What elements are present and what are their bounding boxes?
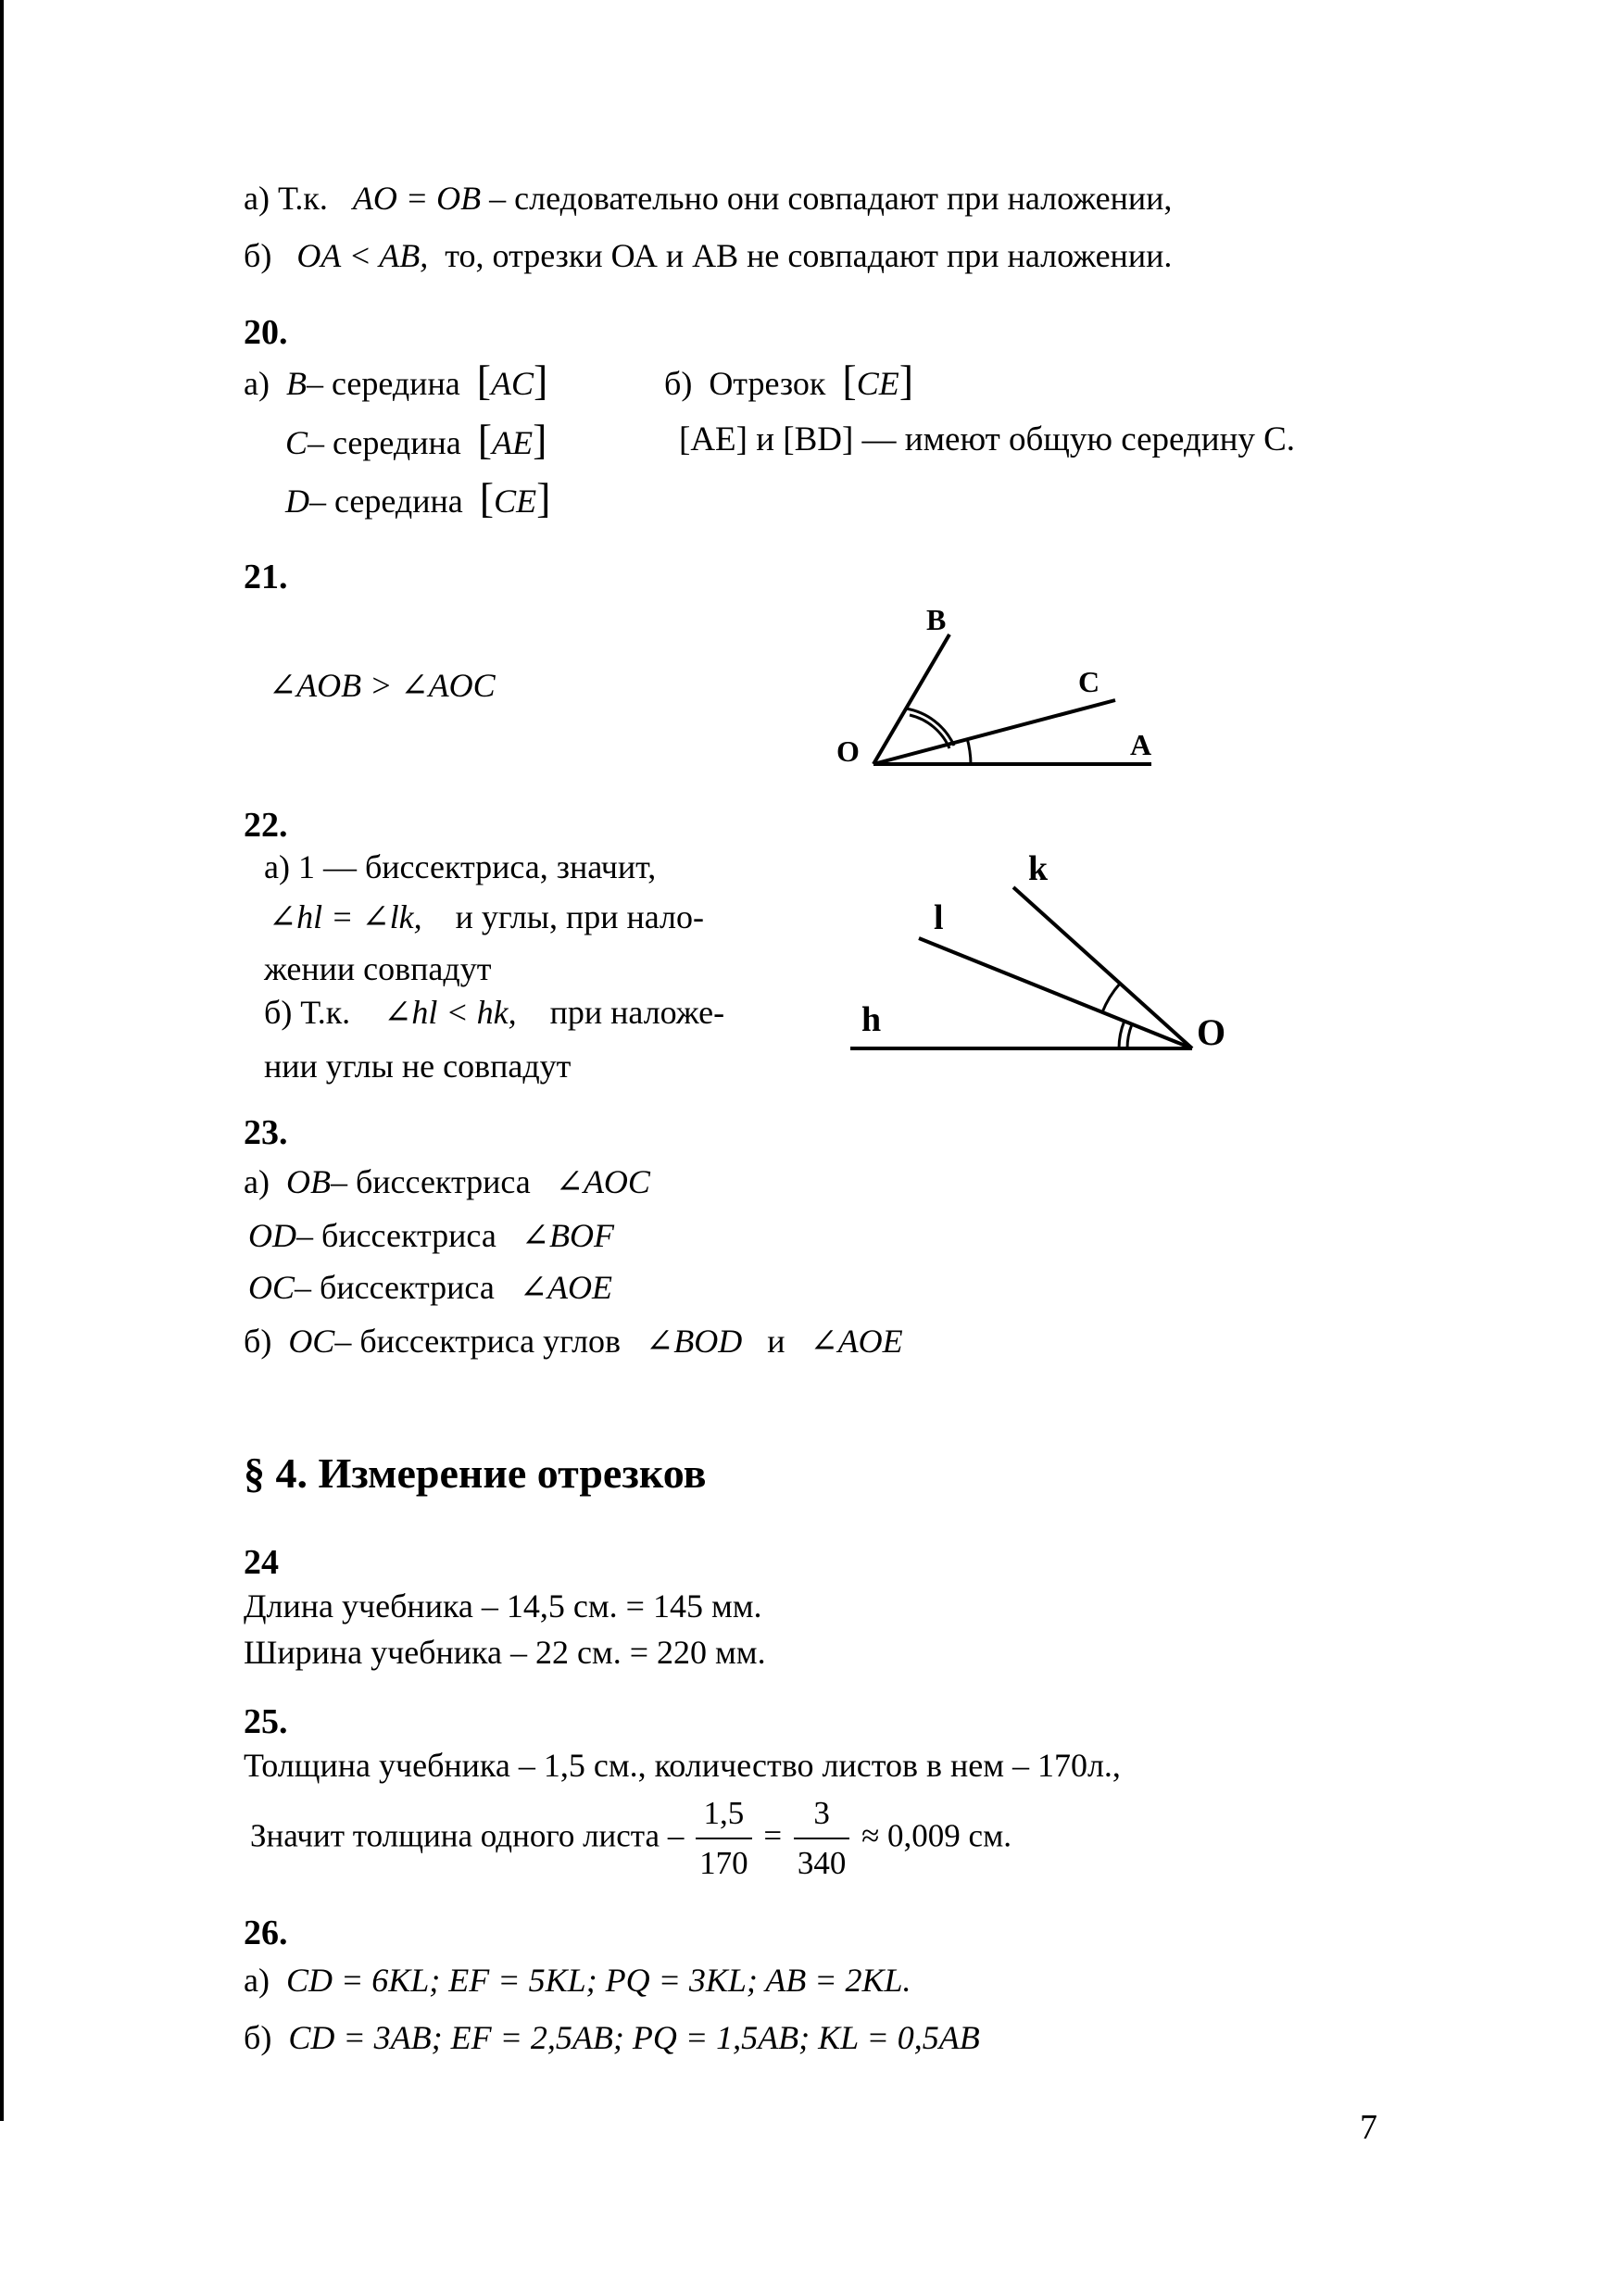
p25-frac2-denominator: 340 — [797, 1845, 847, 1882]
p25-line2 — [250, 1795, 1012, 1883]
p20-row3-seg: CE — [494, 483, 537, 520]
p23-line2-angle: ∠BOF — [521, 1217, 614, 1254]
p20-row2-bracket-open: [ — [477, 416, 493, 463]
p20-row3-bracket-close: ] — [536, 474, 551, 521]
p22-label-h: h — [861, 1000, 882, 1039]
p20-row3-bracket-open: [ — [479, 474, 495, 521]
p20-row2-word: – середина — [308, 424, 461, 461]
p22-angle-figure — [0, 0, 1621, 1130]
p25-frac2-numerator: 3 — [794, 1795, 850, 1839]
p25-frac1-denominator: 170 — [699, 1845, 748, 1882]
p23-line2-word: – биссектриса — [296, 1217, 496, 1254]
p22-label-o: O — [1197, 1011, 1226, 1053]
p23-line4-angle1: ∠BOD — [646, 1323, 743, 1360]
p20-row1-seg: AC — [491, 365, 534, 402]
p26-number: 26. — [244, 1913, 288, 1952]
p20-b-prefix: б) — [664, 365, 693, 402]
p20-row1-bracket-close: ] — [534, 357, 548, 404]
p25-line2-text: Значит толщина одного листа — [250, 1817, 660, 1854]
p23-line4 — [244, 1324, 903, 1358]
p24-number: 24 — [244, 1543, 279, 1582]
p23-line2 — [248, 1219, 614, 1252]
p20-b-text: [AE] и [BD] — имеют общую середину С. — [679, 420, 1296, 458]
p20-row3-word: – середина — [309, 483, 463, 520]
p26-a-formula: CD = 6KL; EF = 5KL; PQ = 3KL; AB = 2KL. — [285, 1962, 911, 1999]
p21-label-c: C — [1078, 665, 1100, 698]
p20-row2-bracket-close: ] — [533, 416, 547, 463]
p25-fraction-1 — [696, 1795, 752, 1883]
p26-b-formula: CD = 3AB; EF = 2,5AB; PQ = 1,5AB; KL = 0,5AB — [288, 2019, 980, 2056]
p22-line2-formula: ∠hl = ∠lk, — [269, 898, 422, 935]
p21-label-b: B — [926, 603, 947, 636]
p20-row2-seg: AE — [492, 424, 534, 461]
p21-formula: ∠AOB > ∠AOC — [269, 667, 496, 704]
p21-number: 21. — [244, 558, 288, 596]
section-title: § 4. Измерение отрезков — [244, 1449, 707, 1497]
p26-line-b — [244, 2021, 980, 2054]
p23-line1-word: – биссектриса — [330, 1163, 531, 1200]
p22-arc-hl-inner — [1127, 1024, 1132, 1048]
page-number: 7 — [1360, 2108, 1377, 2147]
p19-a-tk: Т.к. — [277, 180, 328, 217]
p19-b-formula: OA < AB, — [296, 237, 429, 274]
p23-line3-var: OC — [248, 1269, 295, 1306]
p25-frac1-numerator: 1,5 — [696, 1795, 752, 1839]
p23-line1-prefix: а) — [244, 1163, 270, 1200]
p22-line5: нии углы не совпадут — [264, 1048, 572, 1085]
p23-line4-var: OC — [288, 1323, 335, 1360]
p20-b-seg: CE — [856, 365, 899, 402]
p23-line3 — [248, 1271, 612, 1304]
p22-label-k: k — [1028, 849, 1049, 888]
p20-row2-var: C — [285, 424, 308, 461]
p21-label-o: O — [836, 734, 860, 768]
p22-arc-lk — [1102, 984, 1120, 1012]
p22-ray-l — [919, 938, 1192, 1048]
p21-label-a: A — [1130, 728, 1152, 761]
p19-a-text: – следовательно они совпадают при наложении, — [489, 180, 1173, 217]
p25-line1: Толщина учебника – 1,5 см., количество листов в нем – 170л., — [244, 1747, 1121, 1784]
p23-line1 — [244, 1165, 650, 1198]
p20-a-prefix: а) — [244, 365, 270, 402]
p23-line1-angle: ∠AOC — [555, 1163, 650, 1200]
p22-line4-prefix: б) Т.к. — [264, 994, 351, 1031]
p20-row1-word: – середина — [306, 365, 460, 402]
p23-line4-prefix: б) — [244, 1323, 272, 1360]
p22-line4-formula: ∠hl < hk, — [383, 994, 517, 1031]
p24-line1: Длина учебника – 14,5 см. = 145 мм. — [244, 1587, 762, 1625]
p26-line-a — [244, 1964, 911, 1997]
p25-dash: – — [667, 1817, 685, 1854]
p22-line4-text: при наложе- — [549, 994, 725, 1031]
p24-line2: Ширина учебника – 22 см. = 220 мм. — [244, 1634, 766, 1671]
p23-line4-angle2: ∠AOE — [810, 1323, 903, 1360]
p22-label-l: l — [934, 898, 944, 937]
p25-number: 25. — [244, 1702, 288, 1741]
p25-fraction-2 — [794, 1795, 850, 1883]
p23-line1-var: OB — [285, 1163, 331, 1200]
p23-line3-word: – биссектриса — [295, 1269, 495, 1306]
p20-row3-var: D — [285, 483, 309, 520]
p22-arc-hl-outer — [1119, 1021, 1125, 1048]
p25-equals: = — [763, 1817, 783, 1854]
p23-line2-var: OD — [248, 1217, 296, 1254]
p23-line4-and: и — [767, 1323, 785, 1360]
p23-line3-angle: ∠AOE — [519, 1269, 612, 1306]
p22-line2-text: и углы, при нало- — [455, 898, 705, 935]
p26-a-prefix: а) — [244, 1962, 270, 1999]
p19-a-prefix: а) — [244, 180, 270, 217]
p19-b-text: то, отрезки ОА и АВ не совпадают при наложении. — [445, 237, 1173, 274]
p23-number: 23. — [244, 1113, 288, 1152]
p25-approx: ≈ 0,009 см. — [861, 1817, 1012, 1854]
p22-line1: а) 1 — биссектриса, значит, — [264, 848, 657, 885]
p20-number: 20. — [244, 313, 288, 352]
p19-b-prefix: б) — [244, 237, 272, 274]
p20-b-word: Отрезок — [709, 365, 826, 402]
p23-line4-word: – биссектриса углов — [334, 1323, 622, 1360]
p22-line3: жении совпадут — [264, 950, 492, 987]
p22-number: 22. — [244, 806, 288, 845]
p26-b-prefix: б) — [244, 2019, 272, 2056]
p20-row1-bracket-open: [ — [476, 357, 492, 404]
p20-b-bracket-open: [ — [842, 357, 857, 404]
p22-ray-k — [1013, 887, 1192, 1048]
p20-row1-var: B — [285, 365, 307, 402]
p19-a-formula: AO = OB — [352, 180, 482, 217]
p20-b-bracket-close: ] — [898, 357, 914, 404]
